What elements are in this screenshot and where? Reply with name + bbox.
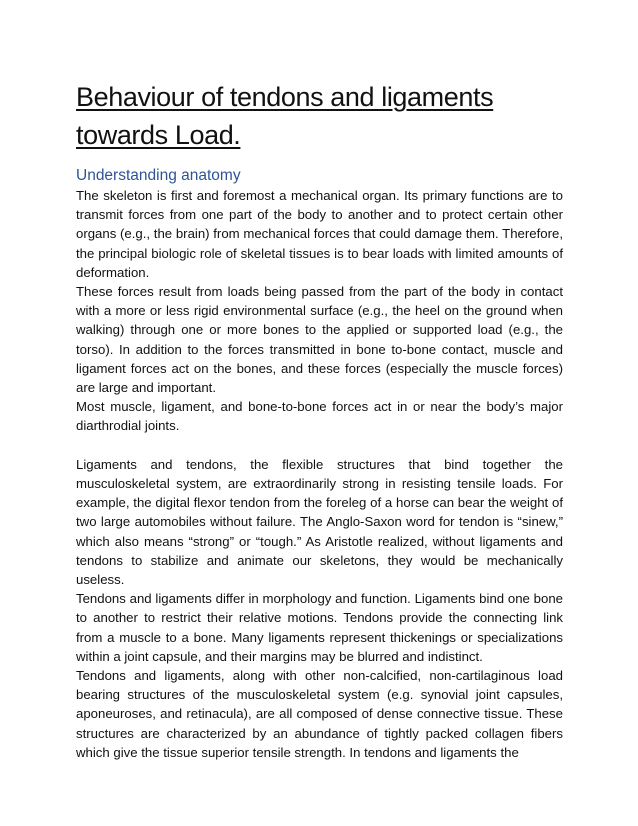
paragraph-force-origin: These forces result from loads being passed from the part of the body in contact with a more or less rigid environmental surface (e.g., the heel on the ground when walking) through one or more bones to the applied or supported load (e.g., the torso). In addition to the forces transmitted in bone to-bone contact, muscle and ligament forces act on the bones, and these forces (especially the muscle forces) are large and important. (76, 284, 563, 396)
paragraph-skeleton-function: The skeleton is first and foremost a mechanical organ. Its primary functions are to transmit forces from one part of the body to another and to protect certain other organs (e.g., the brain) from mechanical forces that could damage them. Therefore, the principal biologic role of skeletal tissues is to bear loads with limited amounts of deformation. (76, 188, 563, 280)
paragraph-connective-tissue: Tendons and ligaments, along with other non-calcified, non-cartilaginous load bearing structures of the musculoskeletal system (e.g. synovial joint capsules, aponeuroses, and retinacula), are all composed of dense connective tissue. These structures are characterized by an abundance of tightly packed collagen fibers which give the tissue superior tensile strength. In tendons and ligaments the (76, 668, 563, 760)
title-line-2: towards Load. (76, 120, 241, 150)
document-title (76, 78, 563, 154)
title-line-1: Behaviour of tendons and ligaments (76, 82, 494, 112)
document-body (76, 78, 563, 762)
paragraph-gap (76, 436, 563, 455)
section-subheading: Understanding anatomy (76, 167, 241, 184)
paragraph-tensile-strength: Ligaments and tendons, the flexible structures that bind together the musculoskeletal system, are extraordinarily strong in resisting tensile loads. For example, the digital flexor tendon from the foreleg of a horse can bear the weight of two large automobiles without failure. The Anglo-Saxon word for tendon is “sinew,” which also means “strong” or “tough.” As Aristotle realized, without ligaments and tendons to stabilize and animate our skeletons, they would be mechanically useless. (76, 456, 563, 588)
paragraph-morphology: Tendons and ligaments differ in morphology and function. Ligaments bind one bone to another to restrict their relative motions. Tendons provide the connecting link from a muscle to a bone. Many ligaments represent thickenings or specializations within a joint capsule, and their margins may be blurred and indistinct. (76, 591, 563, 664)
paragraph-joint-forces: Most muscle, ligament, and bone-to-bone forces act in or near the body’s major diarthrodial joints. (76, 399, 563, 434)
